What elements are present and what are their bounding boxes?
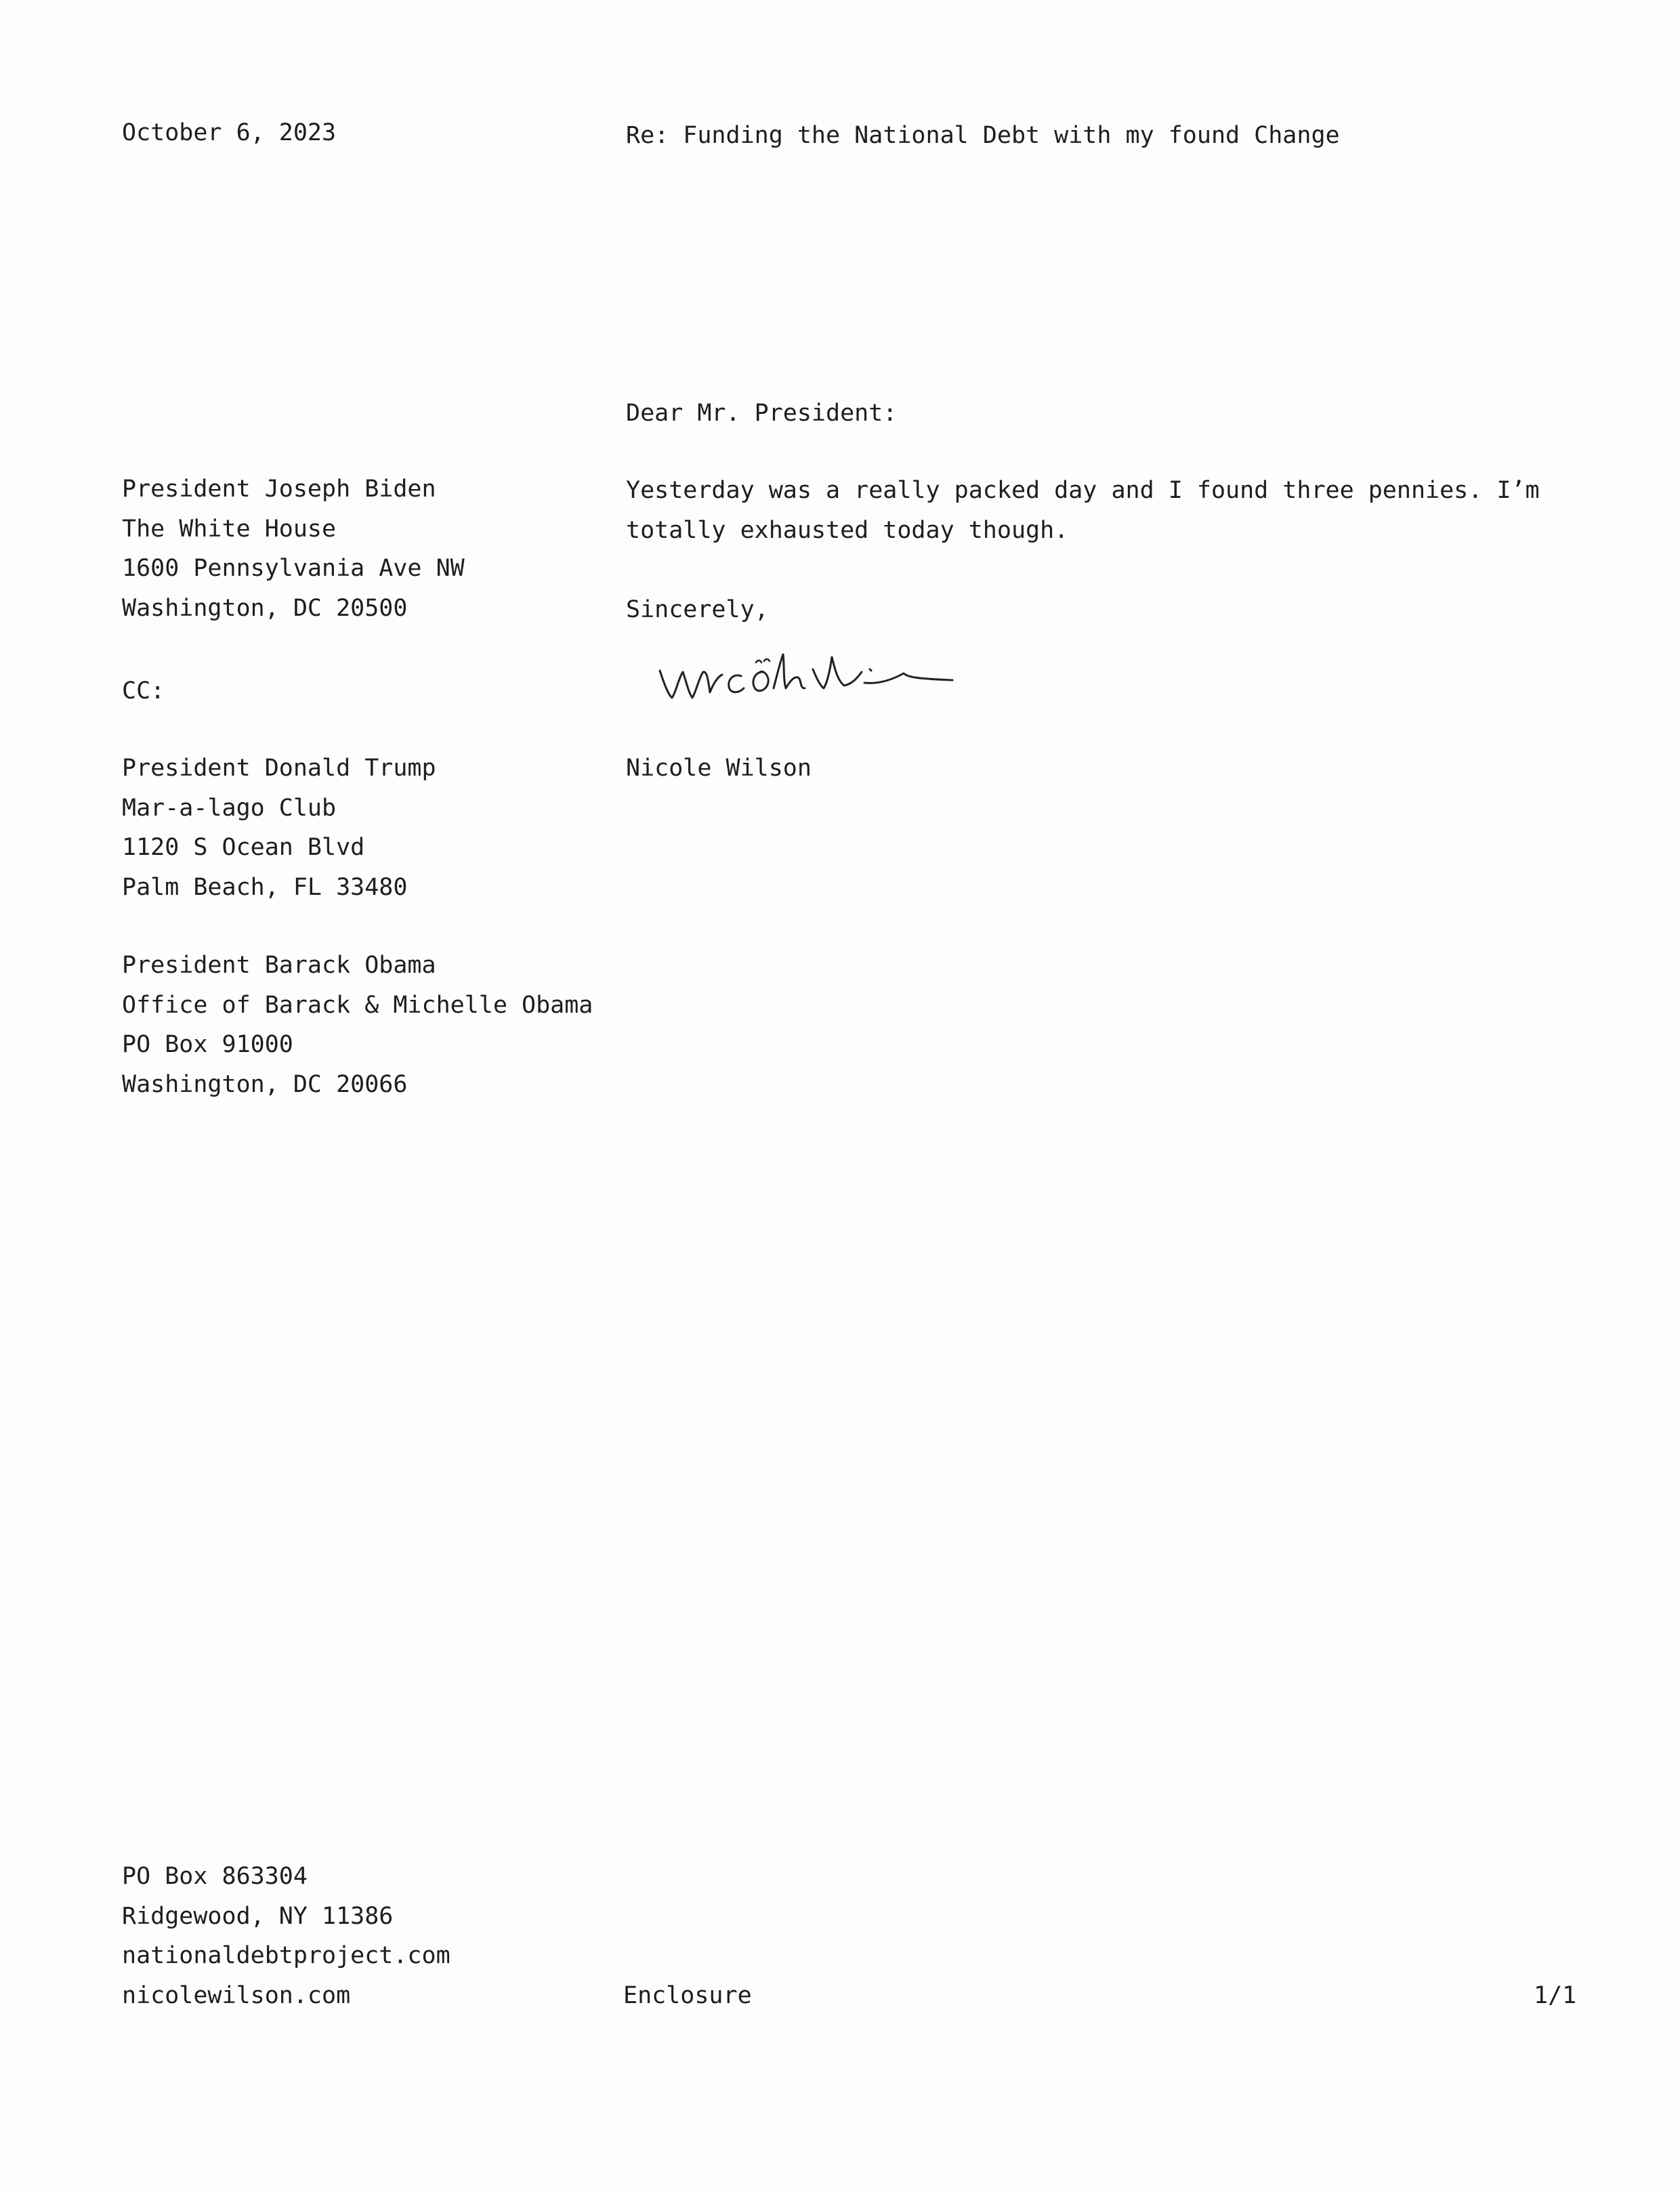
- address-line: Office of Barack & Michelle Obama: [122, 991, 593, 1019]
- closing: Sincerely,: [626, 596, 769, 623]
- address-line: Washington, DC 20500: [122, 594, 408, 622]
- address-line: Washington, DC 20066: [122, 1070, 408, 1098]
- cc-recipient-address: [122, 749, 436, 907]
- address-line: 1120 S Ocean Blvd: [122, 834, 365, 862]
- footer-line: nicolewilson.com: [122, 1981, 351, 2009]
- handwritten-signature: [654, 630, 980, 725]
- letter-date: October 6, 2023: [122, 119, 337, 146]
- address-line: Palm Beach, FL 33480: [122, 873, 408, 901]
- address-line: PO Box 91000: [122, 1031, 293, 1059]
- recipient-address: [122, 469, 465, 628]
- footer-address: [122, 1857, 450, 2015]
- body-line: totally exhausted today though.: [626, 516, 1069, 544]
- salutation: Dear Mr. President:: [626, 400, 898, 427]
- signer-name: Nicole Wilson: [626, 755, 812, 782]
- address-line: Mar-a-lago Club: [122, 794, 337, 822]
- letter-subject: Re: Funding the National Debt with my found Change: [626, 122, 1340, 149]
- address-line: The White House: [122, 515, 337, 543]
- address-line: 1600 Pennsylvania Ave NW: [122, 555, 465, 583]
- address-line: President Joseph Biden: [122, 476, 436, 503]
- footer-line: PO Box 863304: [122, 1863, 308, 1890]
- enclosure-note: Enclosure: [623, 1982, 752, 2009]
- address-line: President Donald Trump: [122, 755, 436, 782]
- letter-body: [626, 471, 1540, 550]
- cc-label: CC:: [122, 677, 165, 704]
- body-line: Yesterday was a really packed day and I found three pennies. I’m: [626, 477, 1540, 504]
- footer-line: Ridgewood, NY 11386: [122, 1902, 394, 1930]
- footer-line: nationaldebtproject.com: [122, 1942, 450, 1970]
- page-number: 1/1: [1534, 1982, 1577, 2009]
- address-line: President Barack Obama: [122, 952, 436, 979]
- cc-recipient-address: [122, 946, 593, 1104]
